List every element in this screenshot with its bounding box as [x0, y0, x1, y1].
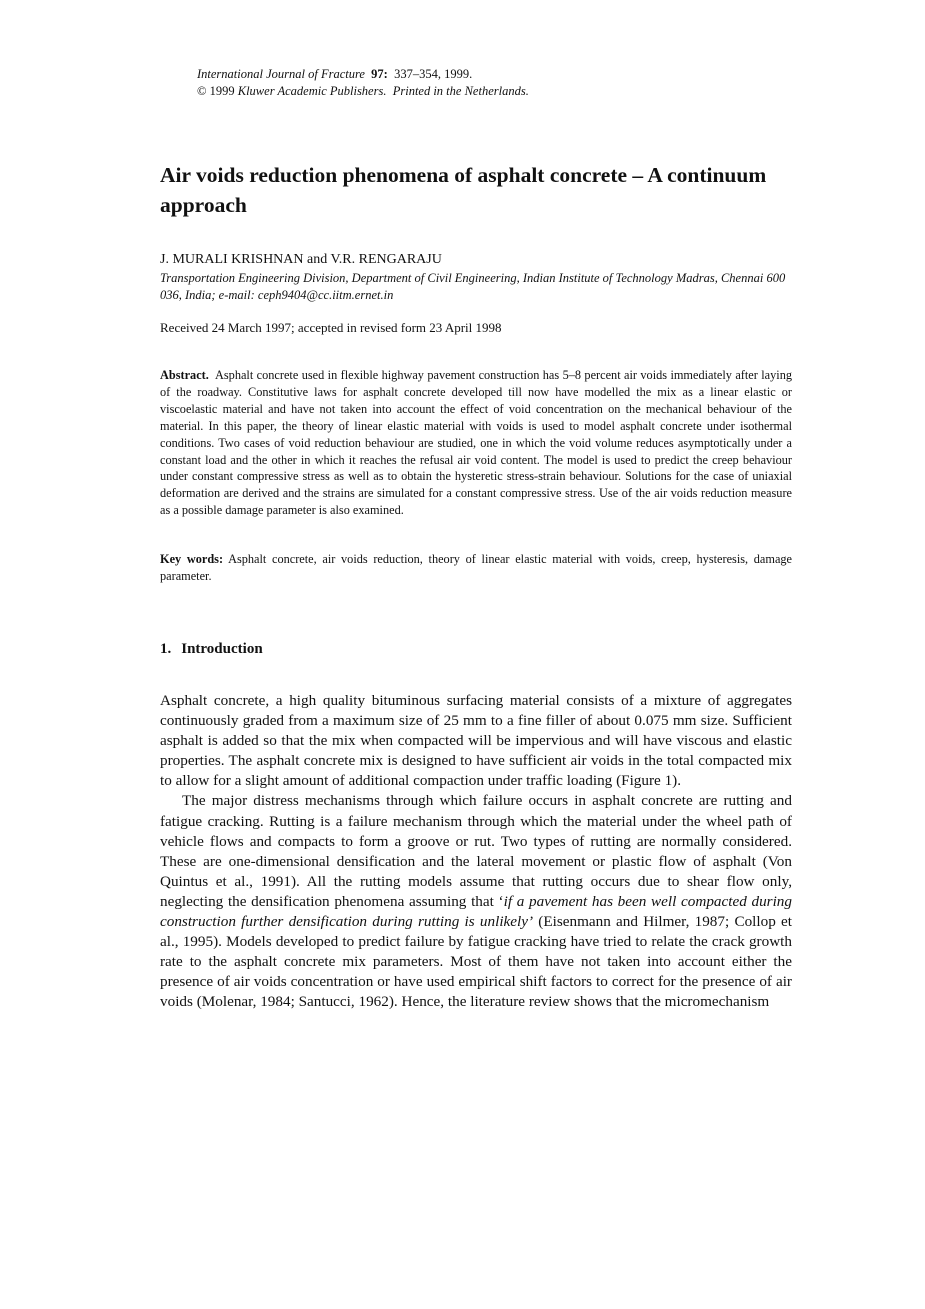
- paragraph-2-text-a: The major distress mechanisms through which failure occurs in asphalt concrete are rutting and fatigue cracking. Rutting is a failure mechanism through which the material under the wheel path of vehicle flows and compacts to form a groove or rut. Two types of rutting are normally considered. These are one-dimensional densification and the lateral movement or plastic flow of asphalt (Von Quintus et al., 1991). All the rutting models assume that rutting occurs due to shear flow only, neglecting the densification phenomena assuming that ‘: [160, 792, 792, 910]
- journal-header: [197, 66, 529, 100]
- abstract-label: Abstract.: [160, 368, 209, 382]
- author-list: J. MURALI KRISHNAN and V.R. RENGARAJU: [160, 252, 442, 267]
- paragraph-2-quote: if a pavement has been well compacted during construction further densification during rutting is unlikely’: [160, 892, 792, 931]
- paper-title: Air voids reduction phenomena of asphalt concrete – A continuum approach: [160, 163, 767, 217]
- author-affiliation: Transportation Engineering Division, Department of Civil Engineering, Indian Institute of Technology Madras, Chennai 600 036, India; e-mail: ceph9404@cc.iitm.ernet.in: [160, 271, 786, 302]
- keywords-text: Asphalt concrete, air voids reduction, theory of linear elastic material with voids, creep, hysteresis, damage parameter.: [160, 552, 793, 583]
- journal-name: International Journal of Fracture: [197, 67, 365, 81]
- section-heading: [160, 641, 263, 658]
- keywords-label: Key words:: [160, 552, 224, 566]
- paragraph-2-text-b: (Eisenmann and Hilmer, 1987; Collop et al., 1995). Models developed to predict failure by fatigue cracking have tried to relate the crack growth rate to the asphalt concrete mix parameters. Most of them have not taken into account either the presence of air voids concentration or have used empirical shift factors to correct for the presence of air voids (Molenar, 1984; Santucci, 1962). Hence, the literature review shows that the micromechanism: [160, 913, 792, 1011]
- copyright-line: [197, 83, 529, 100]
- keywords: [160, 551, 792, 585]
- body-text: [160, 691, 792, 1013]
- journal-pages-year: 337–354, 1999.: [394, 67, 473, 81]
- section-title: Introduction: [181, 641, 263, 657]
- copyright-year: © 1999: [197, 84, 235, 98]
- abstract-text: Asphalt concrete used in flexible highway pavement construction has 5–8 percent air voids immediately after laying of the roadway. Constitutive laws for asphalt concrete developed till now have modelled the mix as a linear elastic or viscoelastic material and have not taken into account the effect of void concentration on the mechanical behaviour of the material. In this paper, the theory of linear elastic material with voids is used to model asphalt concrete under isothermal conditions. Two cases of void reduction behaviour are studied, one in which the void volume reduces asymptotically under a constant load and the other in which it reaches the refusal air void content. The model is used to predict the creep behaviour under constant compressive stress as well as to obtain the hysteretic stress-strain behaviour. Solutions for the case of uniaxial deformation are derived and the strains are simulated for a constant compressive stress. Use of the air voids reduction measure as a possible damage parameter is also examined.: [160, 368, 792, 518]
- abstract: [160, 367, 792, 519]
- paragraph-2: [160, 791, 792, 1012]
- printed-location: Printed in the Netherlands.: [392, 84, 529, 98]
- journal-volume: 97:: [371, 67, 388, 81]
- publisher-name: Kluwer Academic Publishers.: [237, 84, 387, 98]
- received-date: Received 24 March 1997; accepted in revised form 23 April 1998: [160, 320, 502, 335]
- journal-citation: [197, 66, 529, 83]
- paragraph-1: Asphalt concrete, a high quality bituminous surfacing material consists of a mixture of aggregates continuously graded from a maximum size of 25 mm to a fine filler of about 0.075 mm size. Sufficient asphalt is added so that the mix when compacted will be impervious and will have viscous and elastic properties. The asphalt concrete mix is designed to have sufficient air voids in the total compacted mix to allow for a slight amount of additional compaction under traffic loading (Figure 1).: [160, 692, 792, 790]
- section-number: 1.: [160, 641, 172, 657]
